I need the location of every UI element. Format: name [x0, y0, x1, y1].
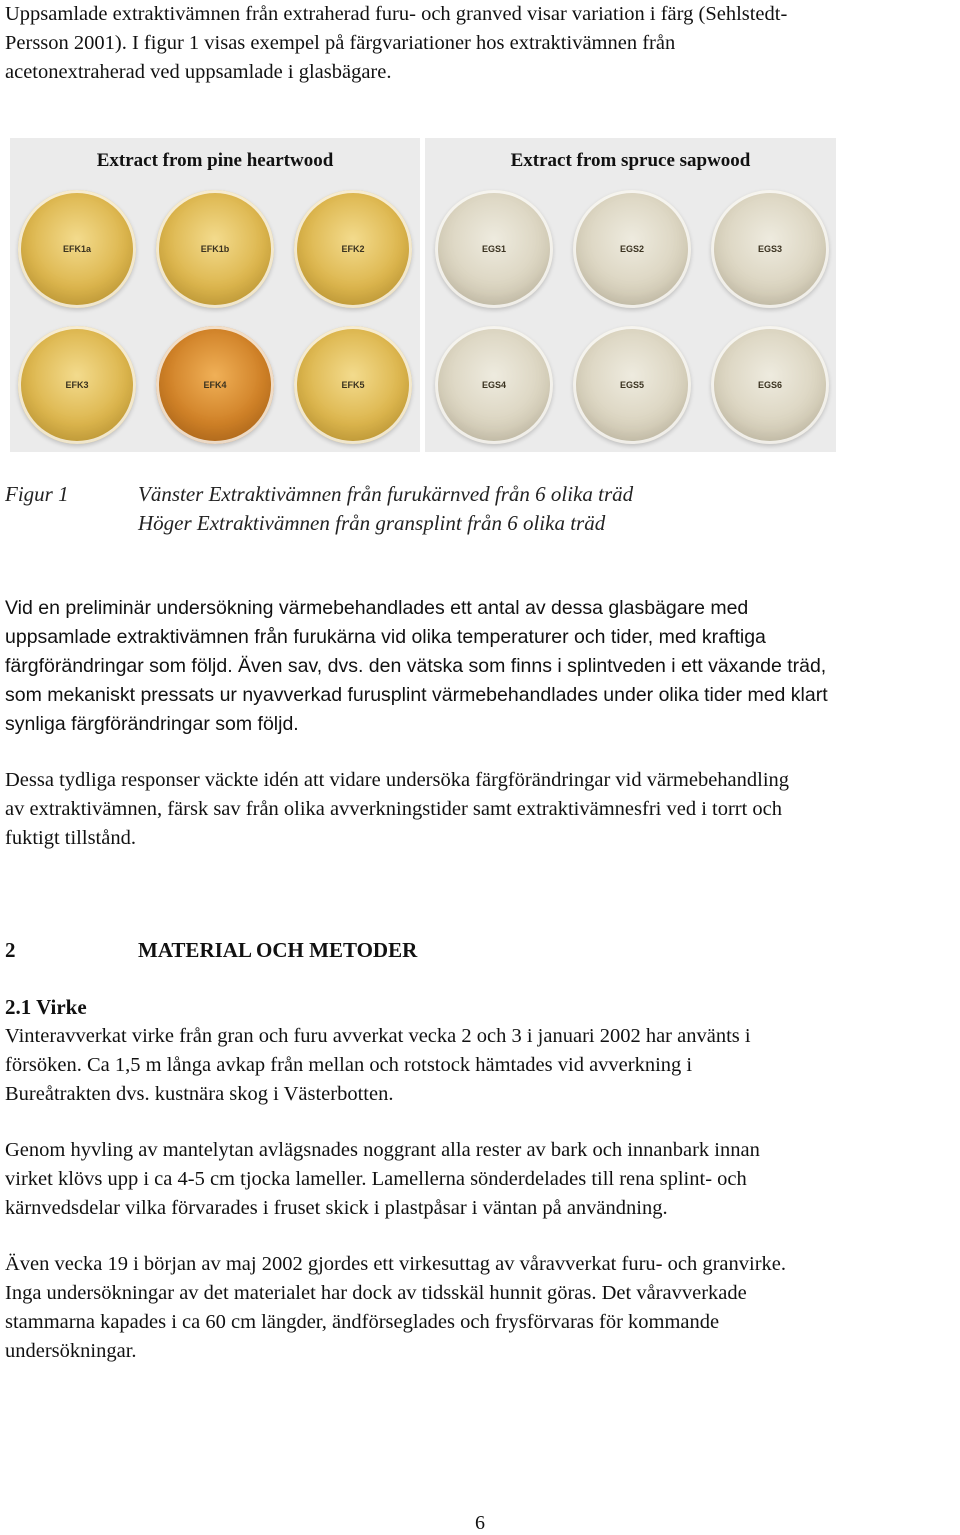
body-paragraph [5, 594, 960, 739]
sample-label: EGS5 [619, 380, 644, 390]
sample-label: EFK4 [203, 380, 227, 390]
subsection-title: 2.1 Virke [5, 995, 87, 1019]
figure-panel-spruce [425, 138, 836, 452]
intro-line: Uppsamlade extraktivämnen från extraherad furu- och granved visar variation i färg (Sehlstedt- [5, 3, 788, 25]
paragraph-line: Även vecka 19 i början av maj 2002 gjordes ett virkesuttag av våravverkat furu- och granvirke. [5, 1253, 787, 1275]
figure-caption-line: Höger Extraktivämnen från gransplint från 6 olika träd [138, 511, 606, 535]
paragraph-line: fuktigt tillstånd. [5, 827, 136, 849]
intro-paragraph [5, 0, 960, 87]
sample-label: EFK1a [62, 244, 91, 254]
sample-label: EFK5 [341, 380, 365, 390]
paragraph-line: Inga undersökningar av det materialet har dock av tidsskäl hunnit göras. Det våravverkade [5, 1282, 747, 1304]
sample-label: EGS1 [481, 244, 506, 254]
sample-dish [294, 190, 412, 308]
paragraph-line: Vinteravverkat virke från gran och furu avverkat vecka 2 och 3 i januari 2002 har använts i [5, 1025, 751, 1047]
paragraph-line: stammarna kapades i ca 60 cm längder, ändförseglades och frysförvaras för kommande [5, 1311, 720, 1333]
paragraph-line: Genom hyvling av mantelytan avlägsnades noggrant alla rester av bark och innanbark innan [5, 1139, 760, 1161]
sample-dish [156, 326, 274, 444]
sample-label: EGS4 [481, 380, 506, 390]
paragraph-line: Bureåtrakten dvs. kustnära skog i Västerbotten. [5, 1083, 394, 1105]
body-paragraph [5, 1250, 960, 1366]
intro-line: acetonextraherad ved uppsamlade i glasbägare. [5, 61, 392, 83]
paragraph-line: synliga färgförändringar som följd. [5, 713, 299, 735]
paragraph-line: virket klövs upp i ca 4-5 cm tjocka lameller. Lamellerna sönderdelades till rena splint- och [5, 1168, 747, 1190]
sample-dish [294, 326, 412, 444]
paragraph-line: Dessa tydliga responser väckte idén att vidare undersöka färgförändringar vid värmebehandling [5, 769, 790, 791]
body-paragraph [5, 1136, 960, 1223]
paragraph-line: undersökningar. [5, 1340, 137, 1362]
paragraph-line: som mekaniskt pressats ur nyavverkad furusplint värmebehandlades under olika tider med klart [5, 684, 828, 706]
sample-label: EFK1b [200, 244, 230, 254]
sample-label: EFK2 [341, 244, 365, 254]
paragraph-line: försöken. Ca 1,5 m långa avkap från mellan och rotstock hämtades vid avverkning i [5, 1054, 693, 1076]
section-number: 2 [5, 938, 16, 962]
sample-dish [573, 326, 691, 444]
sample-dish [156, 190, 274, 308]
section-title: MATERIAL OCH METODER [138, 938, 418, 962]
sample-dish [435, 190, 553, 308]
body-paragraph [5, 766, 960, 853]
sample-label: EGS2 [619, 244, 644, 254]
body-paragraph [5, 1022, 960, 1109]
sample-label: EFK3 [65, 380, 89, 390]
figure-title-spruce: Extract from spruce sapwood [510, 150, 751, 171]
paragraph-line: av extraktivämnen, färsk sav från olika avverkningstider samt extraktivämnesfri ved i torrt och [5, 798, 783, 820]
sample-dish [711, 190, 829, 308]
figure-title-pine: Extract from pine heartwood [96, 150, 334, 171]
sample-dish [435, 326, 553, 444]
sample-dish [711, 326, 829, 444]
figure-caption-label: Figur 1 [5, 482, 69, 506]
paragraph-line: Vid en preliminär undersökning värmebehandlades ett antal av dessa glasbägare med [5, 597, 749, 619]
paragraph-line: kärnvedsdelar vilka förvarades i fruset skick i plastpåsar i väntan på användning. [5, 1197, 668, 1219]
sample-dish [18, 190, 136, 308]
sample-label: EGS6 [757, 380, 782, 390]
paragraph-line: färgförändringar som följd. Även sav, dvs. den vätska som finns i splintveden i ett växande träd, [5, 655, 827, 677]
page-number: 6 [475, 1512, 485, 1534]
intro-line: Persson 2001). I figur 1 visas exempel på färgvariationer hos extraktivämnen från [5, 32, 676, 54]
sample-dish [573, 190, 691, 308]
figure-panel-pine [10, 138, 420, 452]
sample-dish [18, 326, 136, 444]
sample-label: EGS3 [757, 244, 782, 254]
figure-caption-line: Vänster Extraktivämnen från furukärnved från 6 olika träd [138, 482, 634, 506]
paragraph-line: uppsamlade extraktivämnen från furukärna vid olika temperaturer och tider, med kraftiga [5, 626, 766, 648]
